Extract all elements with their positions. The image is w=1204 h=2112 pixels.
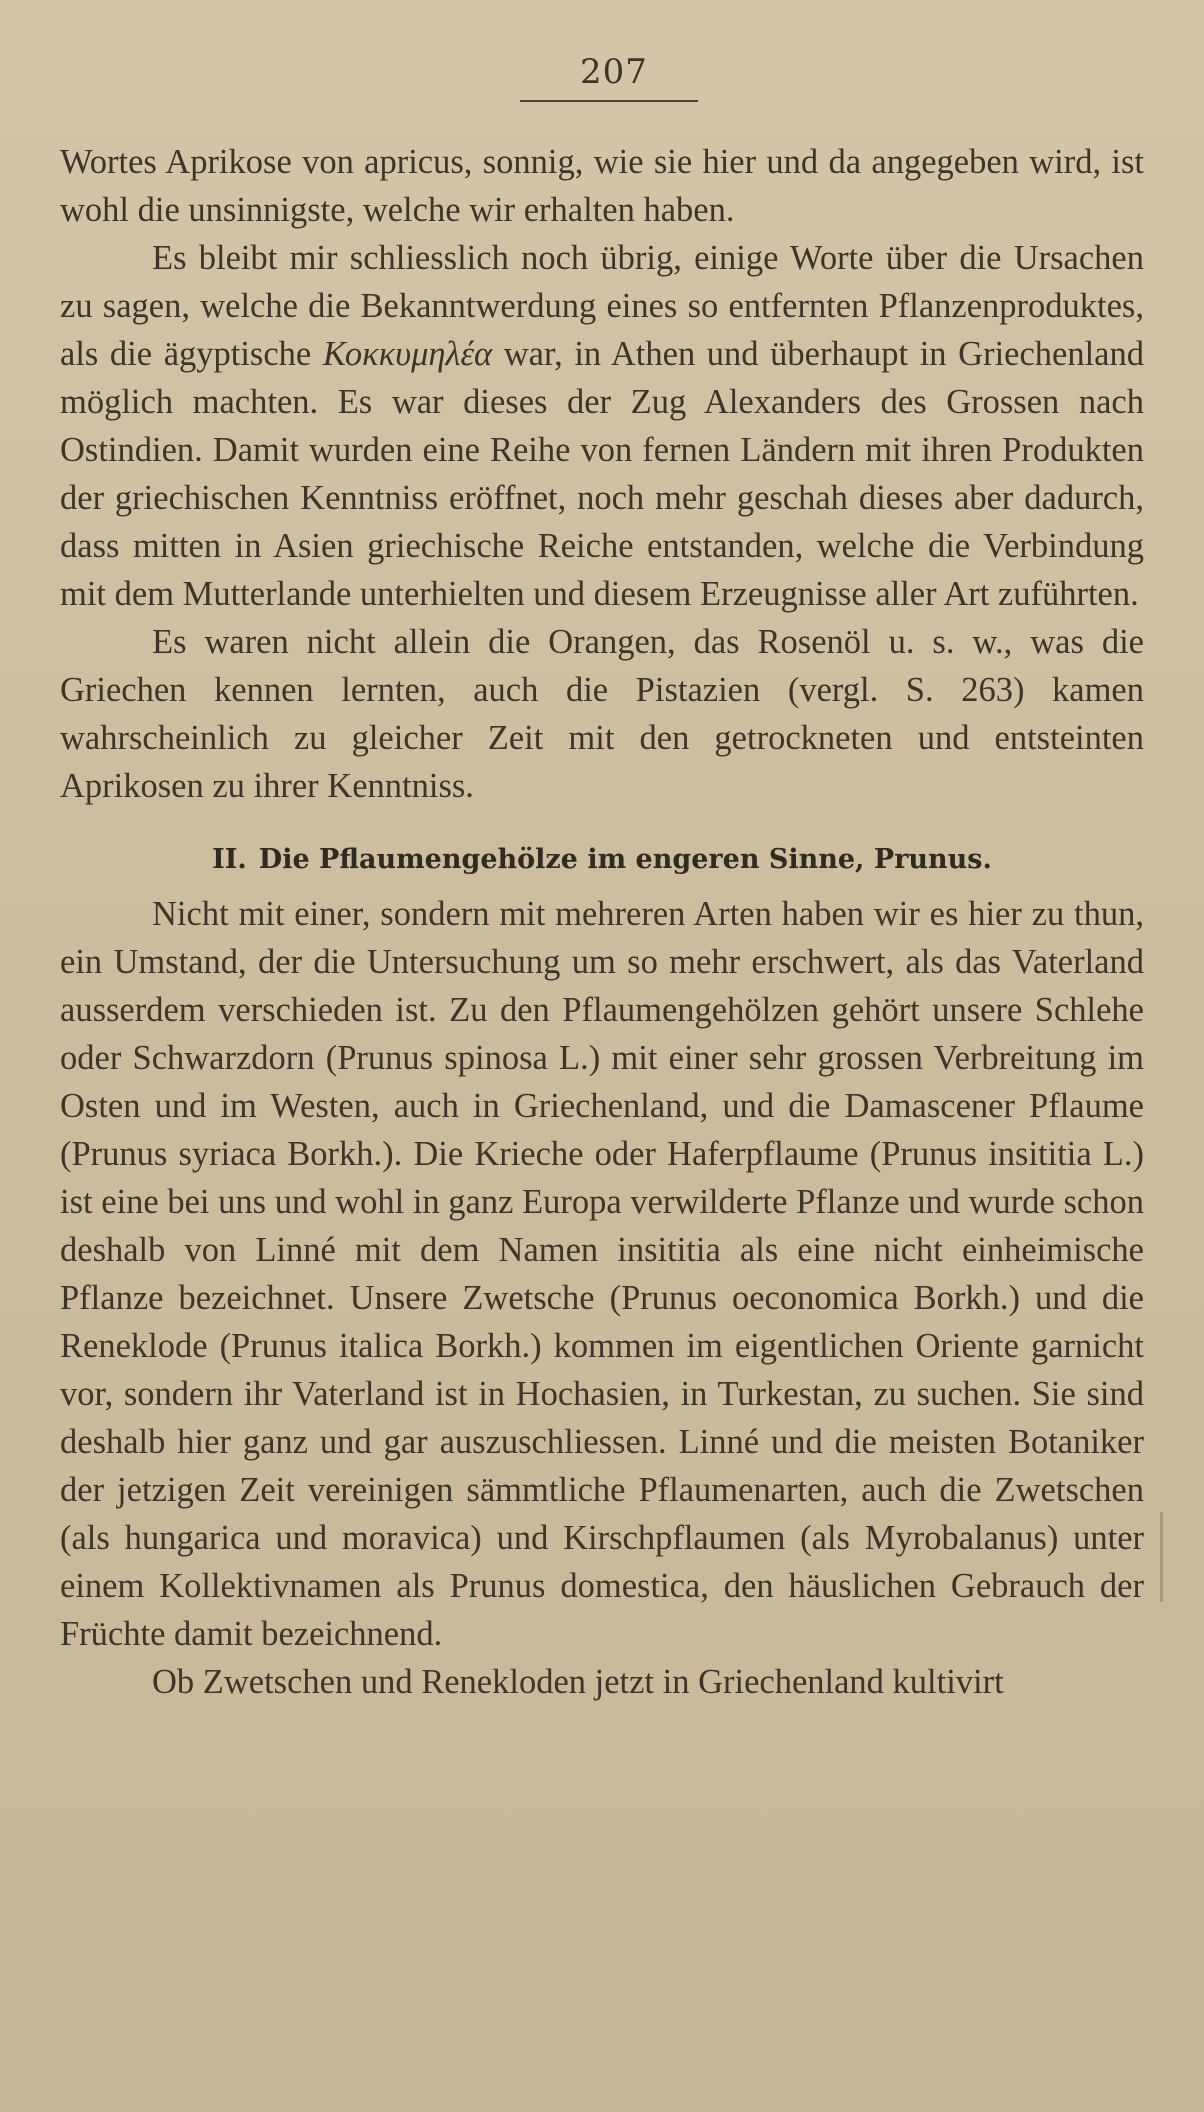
section-heading: [60, 840, 1144, 880]
page-body: [60, 138, 1144, 1706]
paragraph-final-line: Ob Zwetschen und Renekloden jetzt in Griechenland kultivirt: [152, 1663, 1004, 1701]
page-number-rule: [520, 100, 698, 102]
section-number: II.: [212, 844, 247, 875]
page-number: 207: [580, 52, 648, 92]
paragraph-continuation: Wortes Aprikose von apricus, sonnig, wie sie hier und da angegeben wird, ist wohl die unsinnigste, welche wir erhalten haben.: [60, 143, 1144, 229]
section-title: Die Pflaumengehölze im engeren Sinne, Prunus.: [258, 844, 992, 875]
paragraph-alexander: [60, 234, 1144, 618]
greek-word: Κοκκυμηλέα: [322, 335, 493, 373]
paragraph-text-before-greek: Es bleibt mir schliesslich noch übrig, einige Worte über die Ursachen zu sagen, welche die Bekanntwerdung eines so entfernten Pflanzenproduktes, als die ägyptische: [60, 239, 1144, 373]
paragraph-orangen: Es waren nicht allein die Orangen, das Rosenöl u. s. w., was die Griechen kennen lernten, auch die Pistazien (vergl. S. 263) kamen wahrscheinlich zu gleicher Zeit mit den getrockneten und entsteinten Aprikosen zu ihrer Kenntniss.: [60, 623, 1144, 805]
paragraph-text-after-greek: war, in Athen und überhaupt in Griechenland möglich machten. Es war dieses der Zug Alexanders des Grossen nach Ostindien. Damit wurden eine Reihe von fernen Ländern mit ihren Produkten der griechischen Kenntniss eröffnet, noch mehr geschah dieses aber dadurch, dass mitten in Asien griechische Reiche entstanden, welche die Verbindung mit dem Mutterlande unterhielten und diesem Erzeugnisse aller Art zuführten.: [60, 335, 1144, 613]
margin-pencil-mark: [1160, 1512, 1163, 1602]
paragraph-prunus-arten: Nicht mit einer, sondern mit mehreren Arten haben wir es hier zu thun, ein Umstand, der die Untersuchung um so mehr erschwert, als das Vaterland ausserdem verschieden ist. Zu den Pflaumengehölzen gehört unsere Schlehe oder Schwarzdorn (Prunus spinosa L.) mit einer sehr grossen Verbreitung im Osten und im Westen, auch in Griechenland, und die Damascener Pflaume (Prunus syriaca Borkh.). Die Krieche oder Haferpflaume (Prunus insititia L.) ist eine bei uns und wohl in ganz Europa verwilderte Pflanze und wurde schon deshalb von Linné mit dem Namen insititia als eine nicht einheimische Pflanze bezeichnet. Unsere Zwetsche (Prunus oeconomica Borkh.) und die Reneklode (Prunus italica Borkh.) kommen im eigentlichen Oriente garnicht vor, sondern ihr Vaterland ist in Hochasien, in Turkestan, zu suchen. Sie sind deshalb hier ganz und gar auszuschliessen. Linné und die meisten Botaniker der jetzigen Zeit vereinigen sämmtliche Pflaumenarten, auch die Zwetschen (als hungarica und moravica) und Kirschpflaumen (als Myrobalanus) unter einem Kollektivnamen als Prunus domestica, den häuslichen Gebrauch der Früchte damit bezeichnend.: [60, 895, 1144, 1653]
